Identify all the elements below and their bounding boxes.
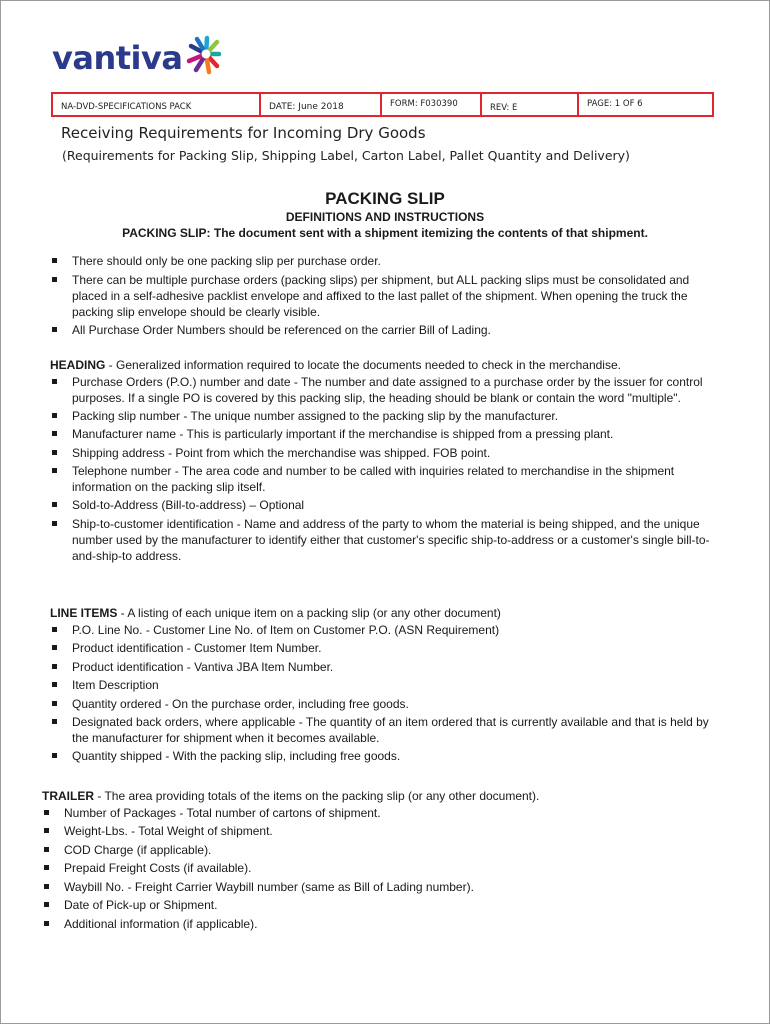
packing-slip-instructions — [50, 253, 700, 340]
list-item: All Purchase Order Numbers should be referenced on the carrier Bill of Lading. — [50, 322, 700, 339]
trailer-lead — [42, 788, 707, 805]
page-cell: PAGE: 1 OF 6 — [587, 99, 643, 109]
form-cell: FORM: F030390 — [382, 94, 482, 115]
document-header-table — [51, 92, 714, 117]
list-item: COD Charge (if applicable). — [42, 842, 707, 859]
vantiva-logo — [52, 32, 222, 84]
list-item: Sold-to-Address (Bill-to-address) – Optional — [50, 497, 715, 514]
list-item: Quantity shipped - With the packing slip, including free goods. — [50, 748, 715, 765]
list-item: Packing slip number - The unique number assigned to the packing slip by the manufacturer. — [50, 408, 715, 425]
line-items-label: LINE ITEMS — [50, 606, 118, 620]
list-item: Designated back orders, where applicable - The quantity of an item ordered that is currently available and that is held by the manufacturer for shipment when it becomes available. — [50, 714, 715, 746]
list-item: Prepaid Freight Costs (if available). — [42, 860, 707, 877]
list-item: Number of Packages - Total number of cartons of shipment. — [42, 805, 707, 822]
list-item: Product identification - Customer Item Number. — [50, 640, 715, 657]
line-items-section — [50, 605, 715, 767]
document-title: Receiving Requirements for Incoming Dry Goods — [61, 124, 426, 142]
list-item: Purchase Orders (P.O.) number and date - The number and date assigned to a purchase order by the issuer for control purposes. If a single PO is covered by this packing slip, the heading should be blank or contain the word "multiple". — [50, 374, 715, 406]
date-cell: DATE: June 2018 — [261, 94, 382, 115]
list-item: Shipping address - Point from which the merchandise was shipped. FOB point. — [50, 445, 715, 462]
list-item: There should only be one packing slip per purchase order. — [50, 253, 700, 270]
spec-cell: NA-DVD-SPECIFICATIONS PACK — [53, 94, 261, 115]
line-items-lead — [50, 605, 715, 622]
list-item: Telephone number - The area code and number to be called with inquiries related to merchandise in the shipment information on the packing slip itself. — [50, 463, 715, 495]
list-item: Quantity ordered - On the purchase order, including free goods. — [50, 696, 715, 713]
starburst-icon — [184, 34, 222, 78]
list-item: Additional information (if applicable). — [42, 916, 707, 933]
heading-section — [50, 357, 715, 566]
list-item: Weight-Lbs. - Total Weight of shipment. — [42, 823, 707, 840]
section-title: PACKING SLIP — [325, 189, 445, 208]
trailer-section — [42, 788, 707, 934]
list-item: P.O. Line No. - Customer Line No. of Item on Customer P.O. (ASN Requirement) — [50, 622, 715, 639]
list-item: Manufacturer name - This is particularly important if the merchandise is shipped from a pressing plant. — [50, 426, 715, 443]
packing-slip-definition: PACKING SLIP: The document sent with a shipment itemizing the contents of that shipment. — [122, 226, 648, 240]
list-item: Date of Pick-up or Shipment. — [42, 897, 707, 914]
line-items-text: - A listing of each unique item on a packing slip (or any other document) — [117, 606, 501, 620]
list-item: There can be multiple purchase orders (packing slips) per shipment, but ALL packing slips must be consolidated and placed in a self-adhesive packlist envelope and affixed to the last pallet of the shipment. When opening the truck the packing slip envelope should be clearly visible. — [50, 272, 700, 320]
heading-lead — [50, 357, 715, 374]
list-item: Ship-to-customer identification - Name and address of the party to whom the material is being shipped, and the unique number used by the manufacturer to identify either that customer's specific ship-to-address or a customer's single bill-to-and-ship-to address. — [50, 516, 715, 564]
document-subtitle: (Requirements for Packing Slip, Shipping Label, Carton Label, Pallet Quantity and Delivery) — [62, 148, 630, 163]
heading-text: - Generalized information required to locate the documents needed to check in the merchandise. — [105, 358, 621, 372]
trailer-text: - The area providing totals of the items on the packing slip (or any other document). — [94, 789, 540, 803]
list-item: Waybill No. - Freight Carrier Waybill number (same as Bill of Lading number). — [42, 879, 707, 896]
list-item: Product identification - Vantiva JBA Item Number. — [50, 659, 715, 676]
rev-cell: REV: E — [482, 94, 579, 115]
trailer-label: TRAILER — [42, 789, 94, 803]
section-subtitle: DEFINITIONS AND INSTRUCTIONS — [285, 210, 485, 224]
heading-label: HEADING — [50, 358, 106, 372]
list-item: Item Description — [50, 677, 715, 694]
logo-wordmark: vantiva — [52, 39, 183, 77]
